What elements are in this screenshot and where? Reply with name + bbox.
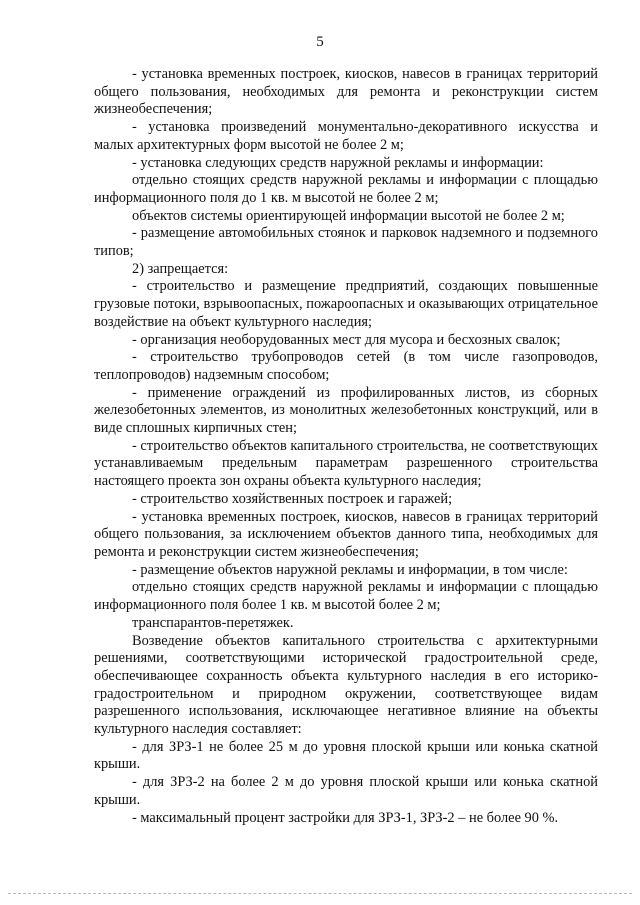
paragraph: - применение ограждений из профилированных листов, из сборных железобетонных элементов, из монолитных железобетонных конструкций, или в виде сплошных кирпичных стен;: [94, 384, 598, 437]
page-bottom-divider: [8, 893, 632, 894]
paragraph: - размещение объектов наружной рекламы и информации, в том числе:: [132, 561, 568, 578]
paragraph: - строительство объектов капитального строительства, не соответствующих устанавливаемым предельным параметрам разрешенного строительства настоящего проекта зон охраны объекта культурного наследия;: [94, 437, 598, 490]
paragraph: - установка произведений монументально-декоративного искусства и малых архитектурных форм высотой не более 2 м;: [94, 119, 598, 153]
document-body: [94, 66, 598, 827]
page-number: 5: [316, 34, 324, 50]
paragraph: - установка временных построек, киосков, навесов в границах территорий общего пользования, за исключением объектов данного типа, необходимых для ремонта и реконструкции систем жизнеобеспечения;: [94, 508, 598, 560]
paragraph: - строительство хозяйственных построек и гаражей;: [132, 490, 453, 507]
paragraph: - строительство и размещение предприятий, создающих повышенные грузовые потоки, взрывоопасных, пожароопасных и оказывающих отрицательное воздействие на объект культурного наследия;: [94, 278, 598, 330]
paragraph: - для ЗРЗ-1 не более 25 м до уровня плоской крыши или конька скатной крыши.: [94, 738, 598, 773]
paragraph: - для ЗРЗ-2 на более 2 м до уровня плоской крыши или конька скатной крыши.: [94, 774, 598, 808]
paragraph: отдельно стоящих средств наружной рекламы и информации с площадью информационного поля более 1 кв. м высотой более 2 м;: [94, 579, 598, 614]
paragraph: - строительство трубопроводов сетей (в том числе газопроводов, теплопроводов) надземным способом;: [94, 349, 598, 383]
paragraph: транспарантов-перетяжек.: [132, 614, 294, 631]
paragraph: - организация необорудованных мест для мусора и бесхозных свалок;: [132, 331, 561, 348]
paragraph: 2) запрещается:: [132, 260, 229, 277]
paragraph: - установка временных построек, киосков, навесов в границах территорий общего пользования, необходимых для ремонта и реконструкции систем жизнеобеспечения;: [94, 66, 598, 118]
paragraph: - максимальный процент застройки для ЗРЗ-1, ЗРЗ-2 – не более 90 %.: [132, 809, 559, 826]
paragraph: - размещение автомобильных стоянок и парковок надземного и подземного типов;: [94, 225, 598, 260]
paragraph: отдельно стоящих средств наружной рекламы и информации с площадью информационного поля до 1 кв. м высотой не более 2 м;: [94, 172, 598, 206]
paragraph: Возведение объектов капитального строительства с архитектурными решениями, соответствующими исторической градостроительной среде, обеспечивающее сохранность объекта культурного наследия в его историко-градостроительном и природном окружении, соответствующее видам разрешенного использования, исключающее негативное влияние на объекты культурного наследия составляет:: [94, 632, 598, 738]
paragraph: объектов системы ориентирующей информации высотой не более 2 м;: [132, 207, 565, 224]
paragraph: - установка следующих средств наружной рекламы и информации:: [132, 154, 544, 171]
